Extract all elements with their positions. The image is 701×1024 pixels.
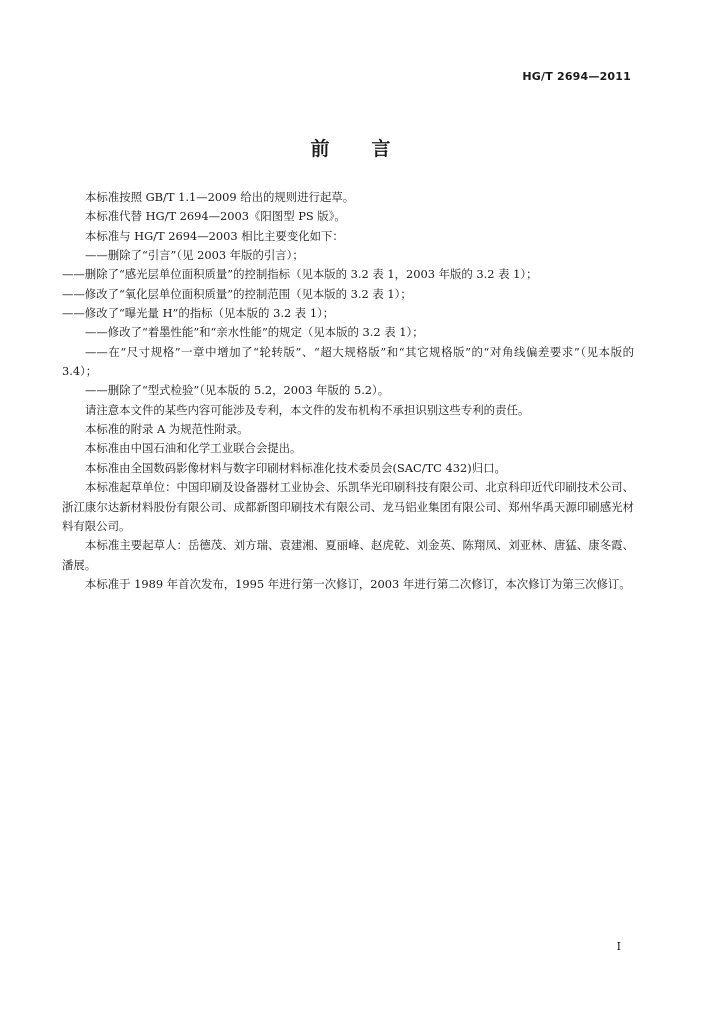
change-item: ——删除了“引言”（见 2003 年版的引言）； [85, 248, 304, 263]
change-item: ——修改了“着墨性能”和“亲水性能”的规定（见本版的 3.2 表 1）； [85, 325, 424, 340]
foreword-body [62, 188, 634, 594]
paragraph-changes-intro: 本标准与 HG/T 2694—2003 相比主要变化如下： [85, 228, 344, 243]
paragraph-committee: 本标准由全国数码影像材料与数字印刷材料标准化技术委员会(SAC/TC 432)归口。 [85, 460, 506, 475]
paragraph-patent-notice: 请注意本文件的某些内容可能涉及专利，本文件的发布机构不承担识别这些专利的责任。 [85, 402, 530, 417]
change-item: ——删除了“感光层单位面积质量”的控制指标（见本版的 3.2 表 1，2003 年版的 3.2 表 1）； [62, 267, 538, 282]
page-number: I [616, 940, 621, 953]
paragraph-drafters: 本标准主要起草人：岳德茂、刘方瑞、袁建湘、夏丽峰、赵虎乾、刘金英、陈翔凤、刘亚林、唐猛、康冬霞、潘展。 [62, 538, 634, 572]
change-item: ——在“尺寸规格”一章中增加了“轮转版”、“超大规格版”和“其它规格版”的“对角线偏差要求”（见本版的 3.4）； [62, 344, 634, 379]
document-code: HG/T 2694—2011 [522, 70, 631, 83]
paragraph-annex: 本标准的附录 A 为规范性附录。 [85, 422, 249, 437]
paragraph-drafting-rules: 本标准按照 GB/T 1.1—2009 给出的规则进行起草。 [85, 190, 355, 204]
change-item: ——修改了“曝光量 H”的指标（见本版的 3.2 表 1）； [62, 306, 335, 321]
paragraph-drafting-units: 本标准起草单位：中国印刷及设备器材工业协会、乐凯华光印刷科技有限公司、北京科印近代印刷技术公司、浙江康尔达新材料股份有限公司、成都新图印刷技术有限公司、龙马铝业集团有限公司、郑州华禹天源印刷感光材料有限公司。 [62, 480, 634, 533]
paragraph-proposer: 本标准由中国石油和化学工业联合会提出。 [85, 441, 302, 456]
paragraph-replaces: 本标准代替 HG/T 2694—2003《阳图型 PS 版》。 [85, 209, 346, 224]
page-title: 前言 [310, 138, 433, 160]
change-item: ——删除了“型式检验”（见本版的 5.2，2003 年版的 5.2）。 [85, 383, 390, 398]
change-item: ——修改了“氧化层单位面积质量”的控制范围（见本版的 3.2 表 1）； [62, 286, 412, 301]
paragraph-history: 本标准于 1989 年首次发布，1995 年进行第一次修订，2003 年进行第二次修订，本次修订为第三次修订。 [85, 576, 631, 591]
